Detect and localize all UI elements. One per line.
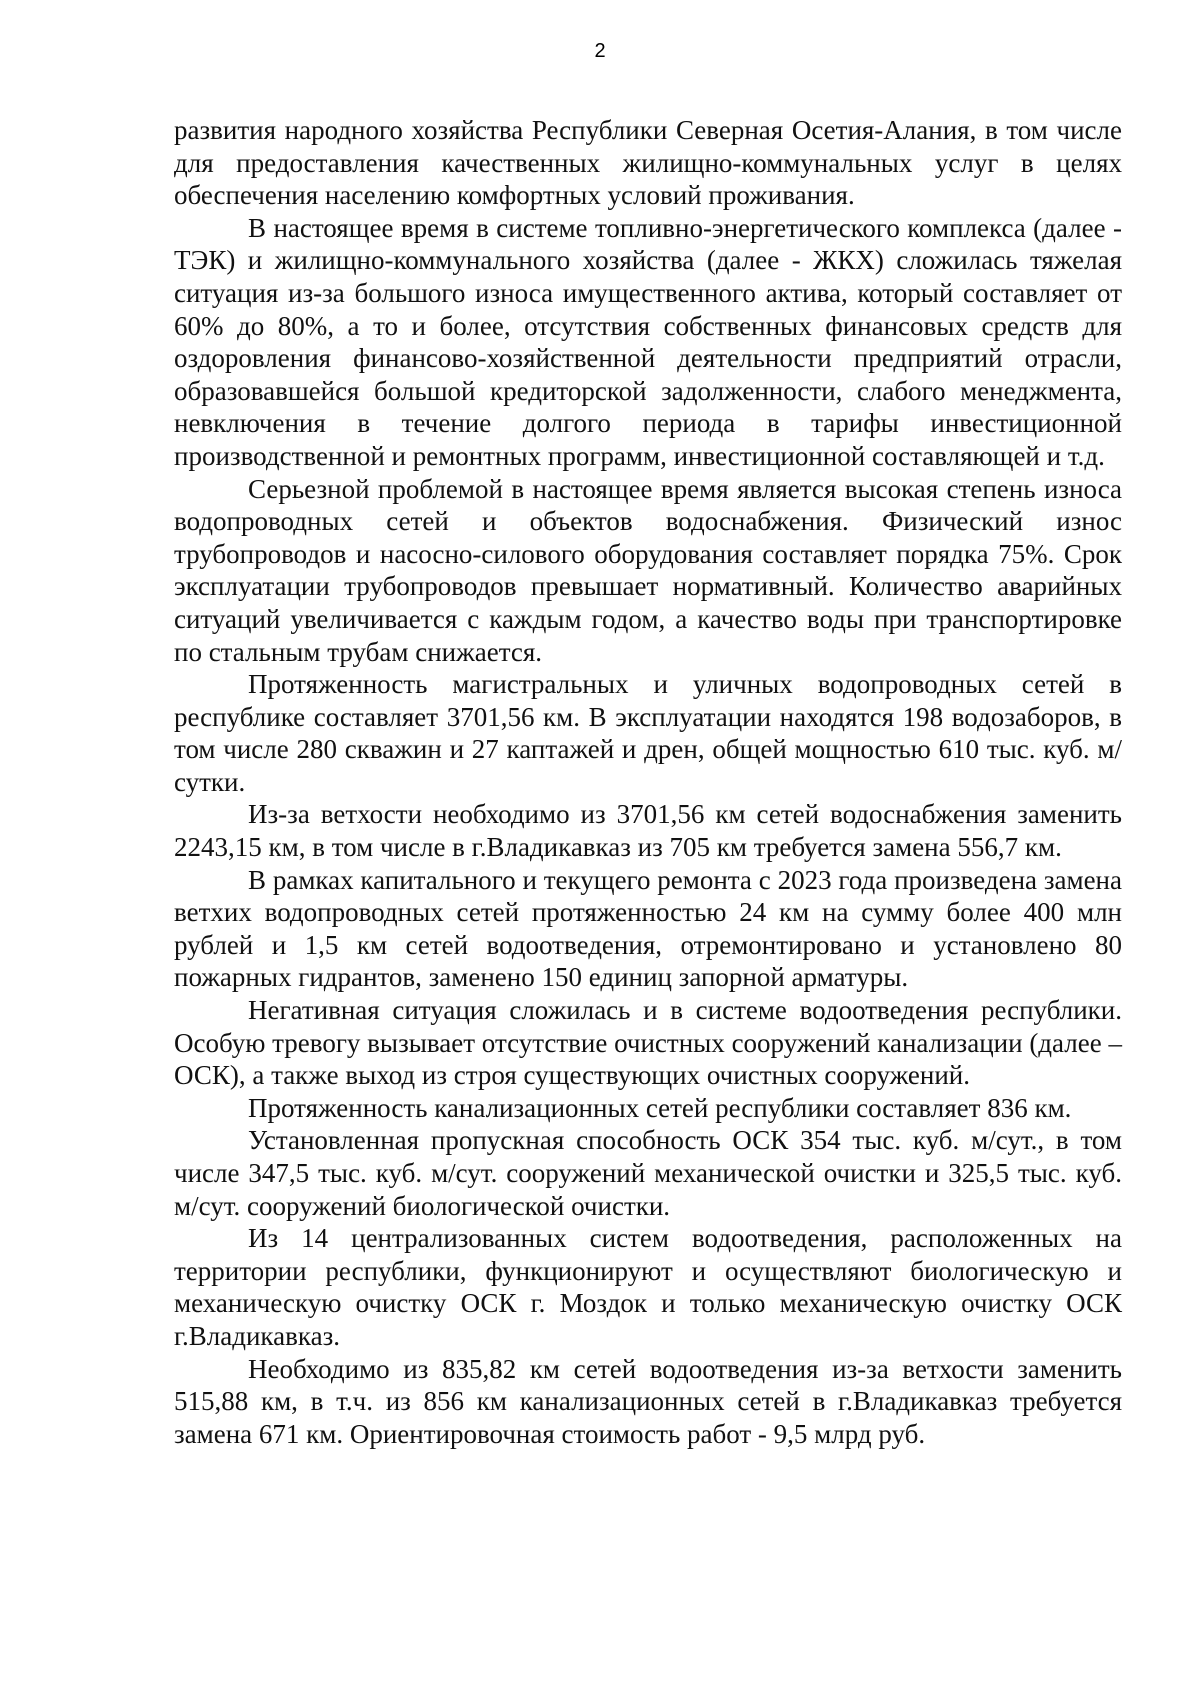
- paragraph: В рамках капитального и текущего ремонта с 2023 года произведена замена ветхих водопроводных сетей протяженностью 24 км на сумму более 400 млн рублей и 1,5 км сетей водоотведения, отремонтировано и установлено 80 пожарных гидрантов, заменено 150 единиц запорной арматуры.: [174, 864, 1122, 993]
- paragraph: развития народного хозяйства Республики Северная Осетия-Алания, в том числе для предоставления качественных жилищно-коммунальных услуг в целях обеспечения населению комфортных условий проживания.: [174, 115, 1122, 211]
- paragraph: Из 14 централизованных систем водоотведения, расположенных на территории республики, функционируют и осуществляют биологическую и механическую очистку ОСК г. Моздок и только механическую очистку ОСК г.Владикавказ.: [174, 1223, 1122, 1351]
- paragraph: Из-за ветхости необходимо из 3701,56 км сетей водоснабжения заменить 2243,15 км, в том числе в г.Владикавказ из 705 км требуется замена 556,7 км.: [174, 799, 1122, 863]
- paragraph: Протяженность канализационных сетей республики составляет 836 км.: [248, 1092, 1072, 1123]
- paragraph: Протяженность магистральных и уличных водопроводных сетей в республике составляет 3701,56 км. В эксплуатации находятся 198 водозаборов, в том числе 280 скважин и 27 каптажей и дрен, общей мощностью 610 тыс. куб. м/сутки.: [174, 669, 1122, 797]
- paragraph: Серьезной проблемой в настоящее время является высокая степень износа водопроводных сетей и объектов водоснабжения. Физический износ трубопроводов и насосно-силового оборудования составляет порядка 75%. Срок эксплуатации трубопроводов превышает нормативный. Количество аварийных ситуаций увеличивается с каждым годом, а качество воды при транспортировке по стальным трубам снижается.: [174, 473, 1122, 667]
- page-number: 2: [594, 40, 606, 62]
- paragraph: Негативная ситуация сложилась и в системе водоотведения республики. Особую тревогу вызывает отсутствие очистных сооружений канализации (далее – ОСК), а также выход из строя существующих очистных сооружений.: [174, 995, 1122, 1091]
- paragraph: Установленная пропускная способность ОСК 354 тыс. куб. м/сут., в том числе 347,5 тыс. куб. м/сут. сооружений механической очистки и 325,5 тыс. куб. м/сут. сооружений биологической очистки.: [174, 1125, 1122, 1221]
- paragraph: Необходимо из 835,82 км сетей водоотведения из-за ветхости заменить 515,88 км, в т.ч. из 856 км канализационных сетей в г.Владикавказ требуется замена 671 км. Ориентировочная стоимость работ - 9,5 млрд руб.: [174, 1353, 1122, 1449]
- paragraph: В настоящее время в системе топливно-энергетического комплекса (далее - ТЭК) и жилищно-коммунального хозяйства (далее - ЖКХ) сложилась тяжелая ситуация из-за большого износа имущественного актива, который составляет от 60% до 80%, а то и более, отсутствия собственных финансовых средств для оздоровления финансово-хозяйственной деятельности предприятий отрасли, образовавшейся большой кредиторской задолженности, слабого менеджмента, невключения в течение долгого периода в тарифы инвестиционной производственной и ремонтных программ, инвестиционной составляющей и т.д.: [174, 212, 1122, 471]
- document-body: [174, 114, 1122, 1450]
